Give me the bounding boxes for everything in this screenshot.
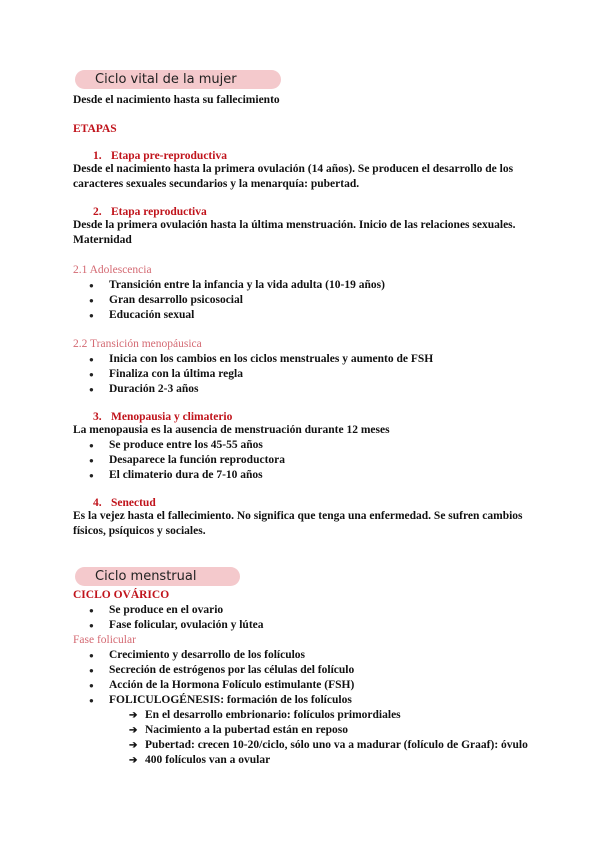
list-item: ● Educación sexual — [73, 308, 543, 323]
stage-1-text: Desde el nacimiento hasta la primera ovulación (14 años). Se producen el desarrollo de los caracteres sexuales secundarios y la menarquía: pubertad. — [73, 163, 514, 190]
list-item: ● FOLICULOGÉNESIS: formación de los folículos — [73, 693, 543, 708]
stage-4-heading: 4. Senectud — [93, 497, 156, 509]
list-item: ● Inicia con los cambios en los ciclos menstruales y aumento de FSH — [73, 352, 543, 367]
list-item: ➔ En el desarrollo embrionario: folículos primordiales — [73, 708, 543, 723]
stage-2-heading: 2. Etapa reproductiva — [93, 206, 207, 218]
adolescencia-list — [73, 278, 543, 323]
list-item: ● Duración 2-3 años — [73, 382, 543, 397]
ciclo-ovarico-heading: CICLO OVÁRICO — [73, 589, 170, 601]
list-item: ● Transición entre la infancia y la vida adulta (10-19 años) — [73, 278, 543, 293]
transicion-list — [73, 352, 543, 397]
list-item: ● Finaliza con la última regla — [73, 367, 543, 382]
ciclo-ovarico-list — [73, 603, 543, 633]
adolescencia-heading: 2.1 Adolescencia — [73, 264, 152, 276]
stage-3-heading: 3. Menopausia y climaterio — [93, 411, 233, 423]
document-page — [73, 70, 543, 768]
stage-2-text: Desde la primera ovulación hasta la última menstruación. Inicio de las relaciones sexuales. Maternidad — [73, 219, 516, 246]
fase-folicular-heading: Fase folicular — [73, 634, 136, 646]
stage-3-text: La menopausia es la ausencia de menstruación durante 12 meses — [73, 424, 390, 436]
list-item: ● Secreción de estrógenos por las células del folículo — [73, 663, 543, 678]
menopausia-list — [73, 438, 543, 483]
list-item: ● Crecimiento y desarrollo de los folículos — [73, 648, 543, 663]
section-title-ciclo-menstrual: Ciclo menstrual — [75, 567, 240, 586]
list-item: ➔ Nacimiento a la pubertad están en reposo — [73, 723, 543, 738]
list-item: ● Fase folicular, ovulación y lútea — [73, 618, 543, 633]
foliculogenesis-list — [73, 708, 543, 768]
list-item: ● Gran desarrollo psicosocial — [73, 293, 543, 308]
etapas-heading: ETAPAS — [73, 123, 117, 135]
list-item: ● El climaterio dura de 7-10 años — [73, 468, 543, 483]
stage-4-text: Es la vejez hasta el fallecimiento. No significa que tenga una enfermedad. Se sufren cambios físicos, psíquicos y sociales. — [73, 510, 523, 537]
list-item: ● Desaparece la función reproductora — [73, 453, 543, 468]
transicion-heading: 2.2 Transición menopáusica — [73, 338, 202, 350]
intro-text: Desde el nacimiento hasta su fallecimiento — [73, 94, 280, 106]
fase-folicular-list — [73, 648, 543, 708]
list-item: ➔ Pubertad: crecen 10-20/ciclo, sólo uno va a madurar (folículo de Graaf): óvulo — [73, 738, 543, 753]
section-title-ciclo-vital: Ciclo vital de la mujer — [75, 70, 281, 89]
list-item: ● Se produce entre los 45-55 años — [73, 438, 543, 453]
list-item: ● Se produce en el ovario — [73, 603, 543, 618]
list-item: ● Acción de la Hormona Folículo estimulante (FSH) — [73, 678, 543, 693]
stage-1-heading: 1. Etapa pre-reproductiva — [93, 150, 227, 162]
list-item: ➔ 400 folículos van a ovular — [73, 753, 543, 768]
